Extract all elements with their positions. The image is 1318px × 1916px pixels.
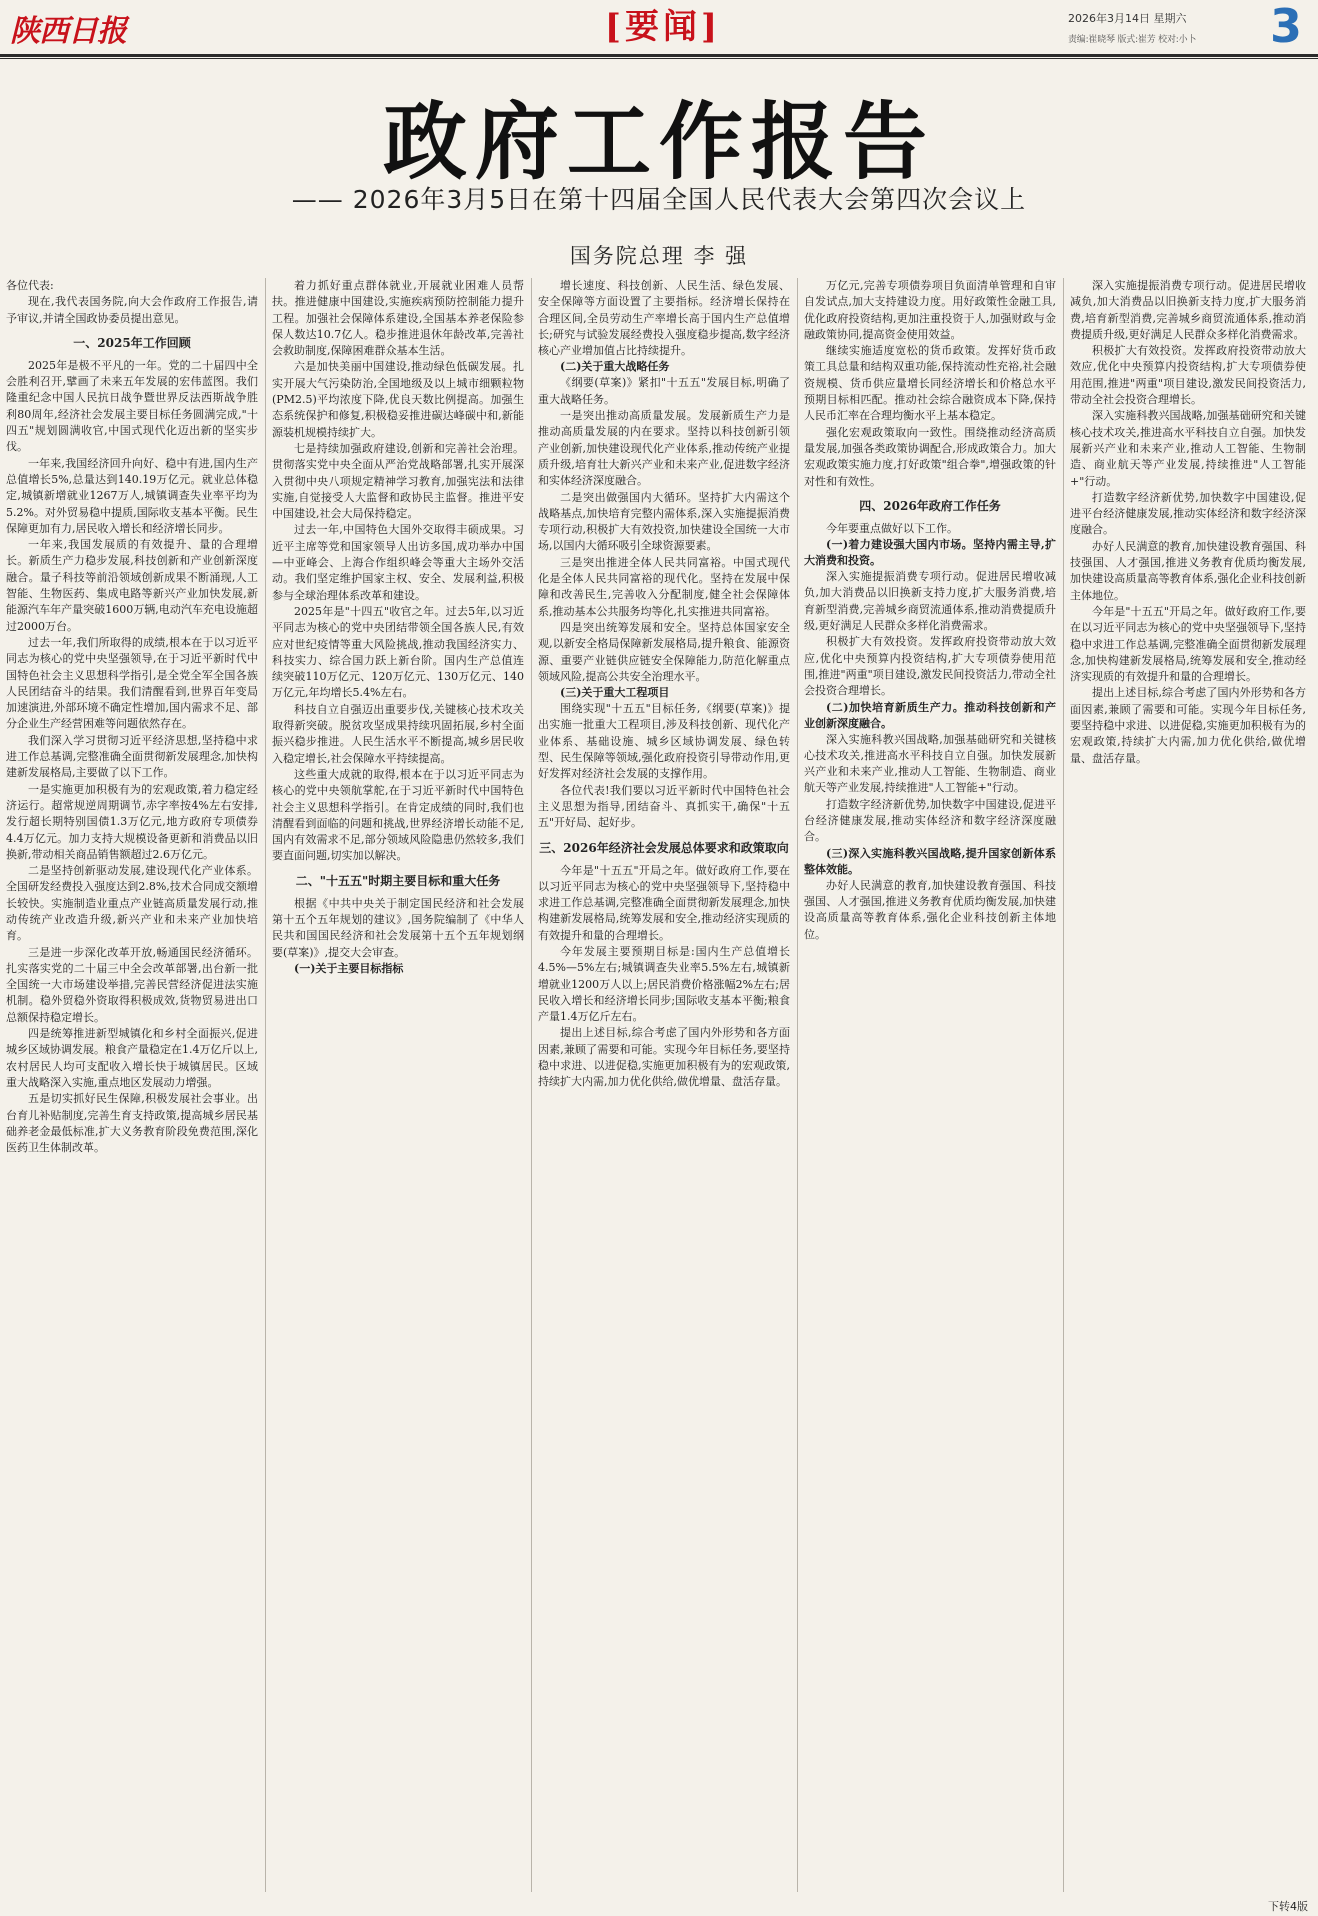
paragraph: 二是坚持创新驱动发展,建设现代化产业体系。全国研发经费投入强度达到2.8%,技术合同成交额增长较快。实施制造业重点产业链高质量发展行动,推动传统产业改造升级,新兴产业和未来产业加快培育。 bbox=[6, 864, 258, 943]
article-subtitle: —— 2026年3月5日在第十四届全国人民代表大会第四次会议上 bbox=[291, 185, 1027, 214]
subsection-heading: (三)关于重大工程项目 bbox=[560, 686, 670, 700]
paragraph: 二是突出做强国内大循环。坚持扩大内需这个战略基点,加快培育完整内需体系,深入实施提振消费专项行动,积极扩大有效投资,加快建设全国统一大市场,以国内大循环吸引全球资源要素。 bbox=[538, 490, 790, 553]
paragraph: 提出上述目标,综合考虑了国内外形势和各方面因素,兼顾了需要和可能。实现今年目标任务,要坚持稳中求进、以进促稳,实施更加积极有为的宏观政策,持续扩大内需,加力优化供给,做优增量、盘活存量。 bbox=[538, 1026, 790, 1089]
paragraph: 办好人民满意的教育,加快建设教育强国、科技强国、人才强国,推进义务教育优质均衡发展,加快建设高质量高等教育体系,强化企业科技创新主体地位。 bbox=[1070, 539, 1306, 602]
paragraph: 2025年是"十四五"收官之年。过去5年,以习近平同志为核心的党中央团结带领全国各族人民,有效应对世纪疫情等重大风险挑战,推动我国经济实力、科技实力、综合国力跃上新台阶。国内生产总值连续突破110万亿元、120万亿元、130万亿元、140万亿元,年均增长5.4%左右。 bbox=[272, 604, 524, 700]
editor-credits: 责编:崔晓琴 版式:崔芳 校对:小卜 bbox=[1068, 35, 1197, 45]
paragraph: 各位代表!我们要以习近平新时代中国特色社会主义思想为指导,团结奋斗、真抓实干,确保"十五五"开好局、起好步。 bbox=[538, 783, 790, 830]
paragraph: 打造数字经济新优势,加快数字中国建设,促进平台经济健康发展,推动实体经济和数字经济深度融合。 bbox=[804, 797, 1056, 844]
paragraph: 今年是"十五五"开局之年。做好政府工作,要在以习近平同志为核心的党中央坚强领导下,坚持稳中求进工作总基调,完整准确全面贯彻新发展理念,加快构建新发展格局,统筹发展和安全,推动经济实现质的有效提升和量的合理增长。 bbox=[538, 863, 790, 942]
paragraph: 一年来,我国经济回升向好、稳中有进,国内生产总值增长5%,总量达到140.19万亿元。就业总体稳定,城镇新增就业1267万人,城镇调查失业率平均为5.2%。对外贸易稳中提质,国际收支基本平衡。民生保障更加有力,居民收入增长和经济增长同步。 bbox=[6, 456, 258, 535]
paragraph: 深入实施提振消费专项行动。促进居民增收减负,加大消费品以旧换新支持力度,扩大服务消费,培育新型消费,完善城乡商贸流通体系,推动消费提质升级,更好满足人民群众多样化消费需求。 bbox=[1070, 279, 1306, 341]
paragraph: 今年是"十五五"开局之年。做好政府工作,要在以习近平同志为核心的党中央坚强领导下,坚持稳中求进工作总基调,完整准确全面贯彻新发展理念,加快构建新发展格局,统筹发展和安全,推动经济实现质的有效提升和量的合理增长。 bbox=[1070, 604, 1306, 684]
section-heading: 一、2025年工作回顾 bbox=[73, 335, 191, 350]
paragraph: 今年要重点做好以下工作。 bbox=[826, 521, 958, 535]
paragraph: 根据《中共中央关于制定国民经济和社会发展第十五个五年规划的建议》,国务院编制了《中华人民共和国国民经济和社会发展第十五个五年规划纲要(草案)》,提交大会审查。 bbox=[272, 896, 524, 959]
newspaper-logo: 陕西日报 bbox=[10, 14, 126, 49]
paragraph: 强化宏观政策取向一致性。围绕推动经济高质量发展,加强各类政策协调配合,形成政策合力。加大宏观政策实施力度,打好政策"组合拳",增强政策的针对性和有效性。 bbox=[804, 425, 1056, 488]
paragraph: 过去一年,中国特色大国外交取得丰硕成果。习近平主席等党和国家领导人出访多国,成功举办中国—中亚峰会、上海合作组织峰会等重大主场外交活动。我们坚定维护国家主权、安全、发展利益,积极参与全球治理体系改革和建设。 bbox=[272, 523, 524, 602]
paragraph: 深入实施提振消费专项行动。促进居民增收减负,加大消费品以旧换新支持力度,扩大服务消费,培育新型消费,完善城乡商贸流通体系,推动消费提质升级,更好满足人民群众多样化消费需求。 bbox=[804, 570, 1056, 633]
section-heading: 三、2026年经济社会发展总体要求和政策取向 bbox=[539, 840, 789, 855]
paragraph: 一是实施更加积极有为的宏观政策,着力稳定经济运行。超常规逆周期调节,赤字率按4%左右安排,发行超长期特别国债1.3万亿元,地方政府专项债券4.4万亿元。加力支持大规模设备更新和消费品以旧换新,带动相关商品销售额超过2.6万亿元。 bbox=[6, 782, 258, 861]
paragraph: 深入实施科教兴国战略,加强基础研究和关键核心技术攻关,推进高水平科技自立自强。加快发展新兴产业和未来产业,推动人工智能、生物制造、商业航天等产业发展,持续推进"人工智能+"行动。 bbox=[1070, 409, 1306, 488]
paragraph: 我们深入学习贯彻习近平经济思想,坚持稳中求进工作总基调,完整准确全面贯彻新发展理念,加快构建新发展格局,主要做了以下工作。 bbox=[6, 733, 258, 780]
date-block bbox=[1068, 10, 1248, 45]
paragraph: 五是切实抓好民生保障,积极发展社会事业。出台育儿补贴制度,完善生育支持政策,提高城乡居民基础养老金最低标准,扩大义务教育阶段免费范围,深化医药卫生体制改革。 bbox=[6, 1092, 258, 1155]
column-1 bbox=[6, 278, 258, 1892]
paragraph: 过去一年,我们所取得的成绩,根本在于以习近平同志为核心的党中央坚强领导,在于习近平新时代中国特色社会主义思想科学指引,是全党全军全国各族人民团结奋斗的结果。我们清醒看到,世界百年变局加速演进,外部环境不确定性增加,国内需求不足、部分企业生产经营困难等问题依然存在。 bbox=[6, 635, 258, 731]
column-divider bbox=[265, 278, 266, 1892]
header-rule bbox=[0, 54, 1318, 57]
paragraph: 深入实施科教兴国战略,加强基础研究和关键核心技术攻关,推进高水平科技自立自强。加快发展新兴产业和未来产业,推动人工智能、生物制造、商业航天等产业发展,持续推进"人工智能+"行动。 bbox=[804, 732, 1056, 795]
paragraph: 继续实施适度宽松的货币政策。发挥好货币政策工具总量和结构双重功能,保持流动性充裕,社会融资规模、货币供应量增长同经济增长和价格总水平预期目标相匹配。推动社会综合融资成本下降,保持人民币汇率在合理均衡水平上基本稳定。 bbox=[804, 344, 1056, 423]
article-byline: 国务院总理 李 强 bbox=[569, 244, 749, 268]
subsection-heading: (二)加快培育新质生产力。推动科技创新和产业创新深度融合。 bbox=[804, 700, 1056, 730]
continued-on-page-link[interactable]: 下转4版 bbox=[1268, 1900, 1308, 1913]
column-divider bbox=[797, 278, 798, 1892]
paragraph: 六是加快美丽中国建设,推动绿色低碳发展。扎实开展大气污染防治,全国地级及以上城市细颗粒物(PM2.5)平均浓度下降,优良天数比例提高。加强生态系统保护和修复,积极稳妥推进碳达峰碳中和,新能源装机规模持续扩大。 bbox=[272, 360, 524, 439]
header-rule-thin bbox=[0, 58, 1318, 59]
paragraph: 一是突出推动高质量发展。发展新质生产力是推动高质量发展的内在要求。坚持以科技创新引领产业创新,加快建设现代化产业体系,推动传统产业提质升级,培育壮大新兴产业和未来产业,促进数字经济和实体经济深度融合。 bbox=[538, 409, 790, 488]
paragraph: 三是进一步深化改革开放,畅通国民经济循环。扎实落实党的二十届三中全会改革部署,出台新一批全国统一大市场建设举措,完善民营经济促进法实施机制。稳外贸稳外资取得积极成效,货物贸易进出口总额保持稳定增长。 bbox=[6, 945, 258, 1024]
paragraph: 四是突出统筹发展和安全。坚持总体国家安全观,以新安全格局保障新发展格局,提升粮食、能源资源、重要产业链供应链安全保障能力,防范化解重点领域风险,提高公共安全治理水平。 bbox=[538, 620, 790, 683]
paragraph: 这些重大成就的取得,根本在于以习近平同志为核心的党中央领航掌舵,在于习近平新时代中国特色社会主义思想科学指引。在肯定成绩的同时,我们也清醒看到面临的问题和挑战,世界经济增长动能不足,国内有效需求不足,部分领域风险隐患仍然较多,我们要直面问题,切实加以解决。 bbox=[272, 767, 524, 863]
paragraph: 一年来,我国发展质的有效提升、量的合理增长。新质生产力稳步发展,科技创新和产业创新深度融合。量子科技等前沿领域创新成果不断涌现,人工智能、生物医药、集成电路等新兴产业加快发展,新能源汽车年产量突破1600万辆,电动汽车充电设施超过2000万台。 bbox=[6, 538, 258, 633]
column-5 bbox=[1070, 278, 1306, 1892]
paragraph: 现在,我代表国务院,向大会作政府工作报告,请予审议,并请全国政协委员提出意见。 bbox=[6, 295, 258, 325]
salutation: 各位代表: bbox=[6, 279, 54, 292]
paragraph: 积极扩大有效投资。发挥政府投资带动放大效应,优化中央预算内投资结构,扩大专项债券使用范围,推进"两重"项目建设,激发民间投资活力,带动全社会投资合理增长。 bbox=[1070, 344, 1306, 407]
section-label: [要闻] bbox=[604, 7, 722, 47]
column-divider bbox=[1063, 278, 1064, 1892]
paragraph: 打造数字经济新优势,加快数字中国建设,促进平台经济健康发展,推动实体经济和数字经济深度融合。 bbox=[1070, 490, 1306, 537]
column-3 bbox=[538, 278, 790, 1892]
subsection-heading: (二)关于重大战略任务 bbox=[560, 360, 670, 374]
paragraph: 办好人民满意的教育,加快建设教育强国、科技强国、人才强国,推进义务教育优质均衡发展,加快建设高质量高等教育体系,强化企业科技创新主体地位。 bbox=[804, 878, 1056, 941]
paragraph: 科技自立自强迈出重要步伐,关键核心技术攻关取得新突破。脱贫攻坚成果持续巩固拓展,乡村全面振兴稳步推进。人民生活水平不断提高,城乡居民收入稳定增长,社会保障水平持续提高。 bbox=[272, 702, 524, 765]
paragraph: 七是持续加强政府建设,创新和完善社会治理。贯彻落实党中央全面从严治党战略部署,扎实开展深入贯彻中央八项规定精神学习教育,加强宪法和法律实施,自觉接受人大监督和政协民主监督。推进平安中国建设,社会大局保持稳定。 bbox=[272, 441, 524, 521]
article-body bbox=[6, 278, 1312, 1892]
paragraph: 三是突出推进全体人民共同富裕。中国式现代化是全体人民共同富裕的现代化。坚持在发展中保障和改善民生,完善收入分配制度,健全社会保障体系,推动基本公共服务均等化,扎实推进共同富裕。 bbox=[538, 555, 790, 618]
paragraph: 着力抓好重点群体就业,开展就业困难人员帮扶。推进健康中国建设,实施疾病预防控制能力提升工程。加强社会保障体系建设,全国基本养老保险参保人数达10.7亿人。稳步推进退休年龄改革,完善社会救助制度,保障困难群众基本生活。 bbox=[272, 279, 524, 358]
issue-date: 2026年3月14日 星期六 bbox=[1068, 12, 1187, 25]
subsection-heading: (三)深入实施科教兴国战略,提升国家创新体系整体效能。 bbox=[804, 846, 1056, 876]
article-title: 政府工作报告 bbox=[382, 92, 935, 191]
section-heading: 四、2026年政府工作任务 bbox=[859, 498, 1001, 513]
paragraph: 2025年是极不平凡的一年。党的二十届四中全会胜利召开,擘画了未来五年发展的宏伟蓝图。我们隆重纪念中国人民抗日战争暨世界反法西斯战争胜利80周年,经济社会发展主要目标任务圆满完成,"十四五"规划圆满收官,中国式现代化迈出新的坚实步伐。 bbox=[6, 358, 258, 454]
subsection-heading: (一)着力建设强大国内市场。坚持内需主导,扩大消费和投资。 bbox=[804, 538, 1056, 568]
paragraph: 《纲要(草案)》紧扣"十五五"发展目标,明确了重大战略任务。 bbox=[538, 376, 790, 406]
paragraph: 积极扩大有效投资。发挥政府投资带动放大效应,优化中央预算内投资结构,扩大专项债券使用范围,推进"两重"项目建设,激发民间投资活力,带动全社会投资合理增长。 bbox=[804, 635, 1056, 698]
page-number: 3 bbox=[1269, 0, 1302, 53]
paragraph: 提出上述目标,综合考虑了国内外形势和各方面因素,兼顾了需要和可能。实现今年目标任务,要坚持稳中求进、以进促稳,实施更加积极有为的宏观政策,持续扩大内需,加力优化供给,做优增量、盘活存量。 bbox=[1070, 686, 1306, 765]
paragraph: 四是统筹推进新型城镇化和乡村全面振兴,促进城乡区域协调发展。粮食产量稳定在1.4万亿斤以上,农村居民人均可支配收入增长快于城镇居民。区域重大战略深入实施,重点地区发展动力增强。 bbox=[6, 1027, 258, 1089]
column-divider bbox=[531, 278, 532, 1892]
paragraph: 万亿元,完善专项债券项目负面清单管理和自审自发试点,加大支持建设力度。用好政策性金融工具,优化政府投资结构,更加注重投资于人,加强财政与金融政策协同,提高资金使用效益。 bbox=[804, 279, 1056, 341]
paragraph: 今年发展主要预期目标是:国内生产总值增长4.5%—5%左右;城镇调查失业率5.5%左右,城镇新增就业1200万人以上;居民消费价格涨幅2%左右;居民收入增长和经济增长同步;国际收支基本平衡;粮食产量1.4万亿斤左右。 bbox=[538, 944, 790, 1024]
column-2 bbox=[272, 278, 524, 1892]
section-heading: 二、"十五五"时期主要目标和重大任务 bbox=[295, 873, 501, 888]
paragraph: 围绕实现"十五五"目标任务,《纲要(草案)》提出实施一批重大工程项目,涉及科技创新、现代化产业体系、基础设施、城乡区域协调发展、绿色转型、民生保障等领域,强化政府投资引导带动作用,更好发挥对经济社会发展的支撑作用。 bbox=[538, 702, 790, 781]
subsection-heading: (一)关于主要目标指标 bbox=[294, 961, 404, 975]
column-4 bbox=[804, 278, 1056, 1892]
paragraph: 增长速度、科技创新、人民生活、绿色发展、安全保障等方面设置了主要指标。经济增长保持在合理区间,全员劳动生产率增长高于国内生产总值增长;研究与试验发展经费投入强度稳步提高,数字经济核心产业增加值占比持续提升。 bbox=[538, 279, 790, 358]
masthead bbox=[0, 0, 1318, 54]
